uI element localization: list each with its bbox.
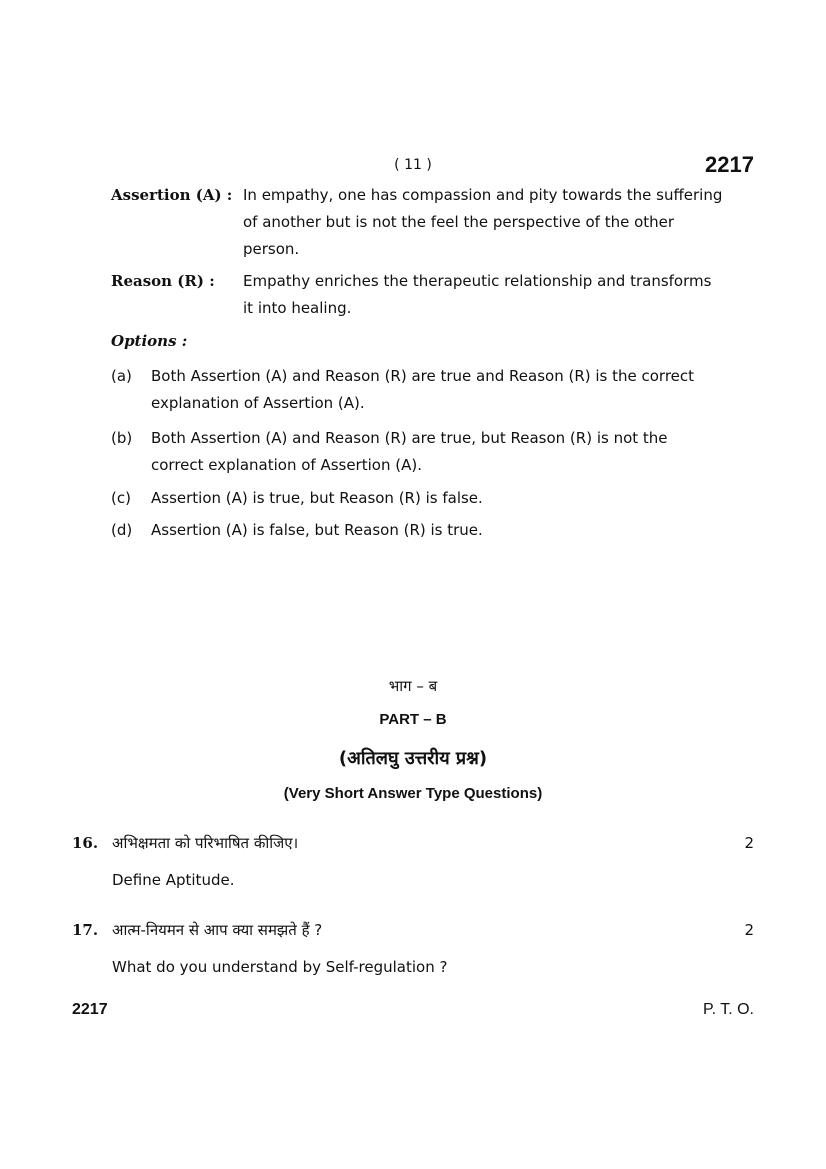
reason-label: Reason (R) : <box>111 272 215 290</box>
paper-code-header: 2217 <box>705 152 754 177</box>
section-type-english: (Very Short Answer Type Questions) <box>283 785 543 802</box>
reason-line-1: Empathy enriches the therapeutic relationship and transforms <box>243 272 712 290</box>
option-c-letter: (c) <box>111 489 131 507</box>
question-16-marks: 2 <box>744 834 754 852</box>
question-17-english: What do you understand by Self-regulation ? <box>112 958 448 976</box>
question-17-number: 17. <box>72 921 99 939</box>
option-d-text: Assertion (A) is false, but Reason (R) is true. <box>151 521 483 539</box>
option-b-line-2: correct explanation of Assertion (A). <box>151 456 422 474</box>
option-a-line-2: explanation of Assertion (A). <box>151 394 365 412</box>
question-16-number: 16. <box>72 834 99 852</box>
assertion-label: Assertion (A) : <box>111 186 233 204</box>
assertion-line-1: In empathy, one has compassion and pity towards the suffering <box>243 186 723 204</box>
option-c-text: Assertion (A) is true, but Reason (R) is false. <box>151 489 483 507</box>
option-d-letter: (d) <box>111 521 133 539</box>
assertion-line-3: person. <box>243 240 300 258</box>
pto-label: P. T. O. <box>703 1001 754 1018</box>
option-a-text <box>151 363 755 417</box>
assertion-text <box>243 182 755 263</box>
section-type-hindi: (अतिलघु उत्तरीय प्रश्न) <box>338 748 488 769</box>
part-heading-hindi: भाग – ब <box>388 677 438 695</box>
assertion-line-2: of another but is not the feel the perspective of the other <box>243 213 675 231</box>
option-b-line-1: Both Assertion (A) and Reason (R) are true, but Reason (R) is not the <box>151 429 668 447</box>
question-16-hindi: अभिक्षमता को परिभाषित कीजिए। <box>112 834 299 852</box>
question-17-hindi: आत्म-नियमन से आप क्या समझते हैं ? <box>112 921 323 939</box>
part-heading-english: PART – B <box>379 711 447 728</box>
option-b-letter: (b) <box>111 429 133 447</box>
page-number: ( 11 ) <box>394 157 432 173</box>
question-17-marks: 2 <box>744 921 754 939</box>
reason-line-2: it into healing. <box>243 299 352 317</box>
option-a-letter: (a) <box>111 367 132 385</box>
reason-text <box>243 268 755 322</box>
options-heading: Options : <box>111 332 188 350</box>
option-b-text <box>151 425 755 479</box>
paper-code-footer: 2217 <box>72 1001 108 1018</box>
question-16-english: Define Aptitude. <box>112 871 235 889</box>
option-a-line-1: Both Assertion (A) and Reason (R) are true and Reason (R) is the correct <box>151 367 695 385</box>
